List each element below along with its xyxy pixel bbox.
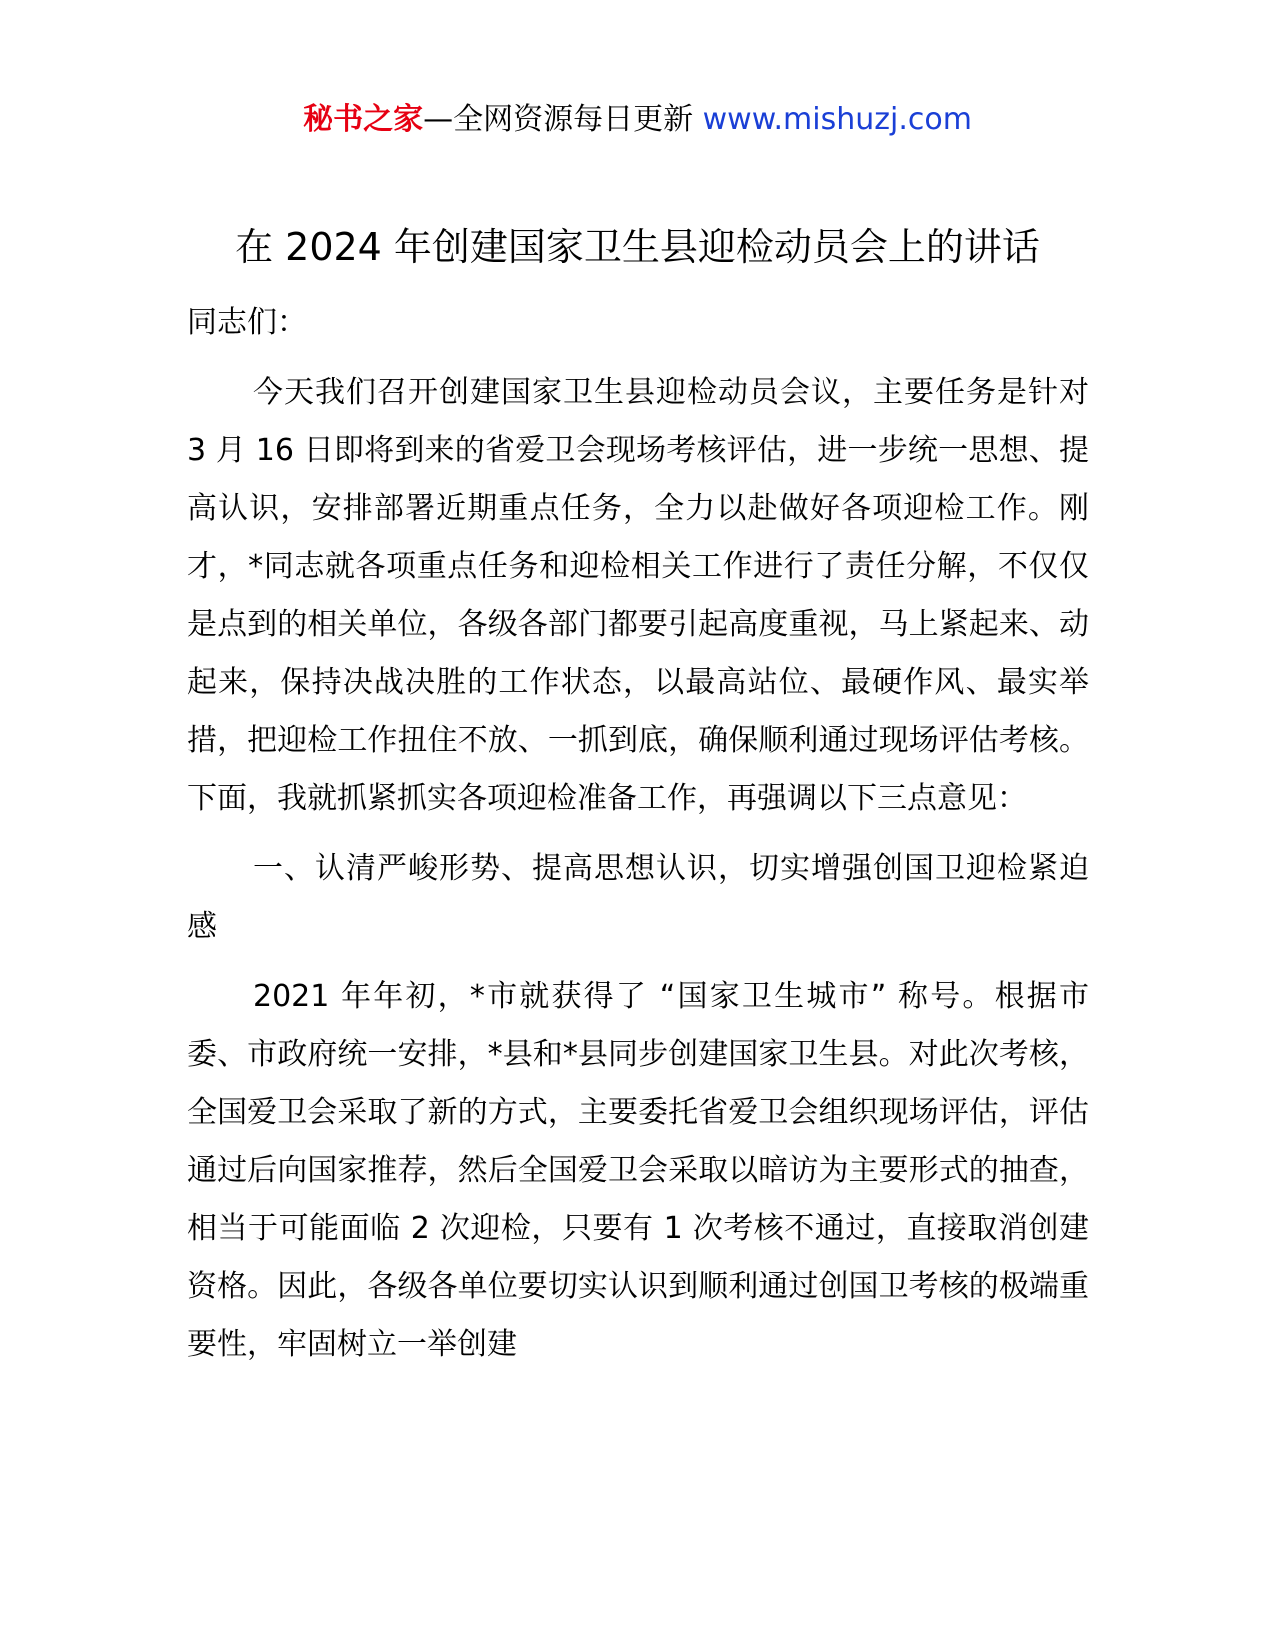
brand-name: 秘书之家 (303, 102, 424, 137)
page-header (0, 100, 1275, 140)
section-heading-1: 一、认清严峻形势、提高思想认识，切实增强创国卫迎检紧迫感 (187, 851, 1089, 944)
document-body (187, 294, 1089, 1374)
website-link[interactable]: www.mishuzj.com (702, 102, 972, 137)
body-paragraph-1: 今天我们召开创建国家卫生县迎检动员会议，主要任务是针对 3 月 16 日即将到来的省爱卫会现场考核评估，进一步统一思想、提高认识，安排部署近期重点任务，全力以赴做好各项迎检工作。刚才，*同志就各项重点任务和迎检相关工作进行了责任分解，不仅仅是点到的相关单位，各级各部门都要引起高度重视，马上紧起来、动起来，保持决战决胜的工作状态，以最高站位、最硬作风、最实举措，把迎检工作扭住不放、一抓到底，确保顺利通过现场评估考核。下面，我就抓紧抓实各项迎检准备工作，再强调以下三点意见： (187, 375, 1089, 816)
salutation: 同志们： (187, 305, 307, 340)
document-title: 在 2024 年创建国家卫生县迎检动员会上的讲话 (235, 225, 1040, 269)
header-tagline: —全网资源每日更新 (423, 102, 703, 137)
body-paragraph-2: 2021 年年初，*市就获得了 “国家卫生城市” 称号。根据市委、市政府统一安排，*县和*县同步创建国家卫生县。对此次考核，全国爱卫会采取了新的方式，主要委托省爱卫会组织现场评估，评估通过后向国家推荐，然后全国爱卫会采取以暗访为主要形式的抽查，相当于可能面临 2 次迎检，只要有 1 次考核不通过，直接取消创建资格。因此，各级各单位要切实认识到顺利通过创国卫考核的极端重要性，牢固树立一举创建 (187, 979, 1089, 1362)
